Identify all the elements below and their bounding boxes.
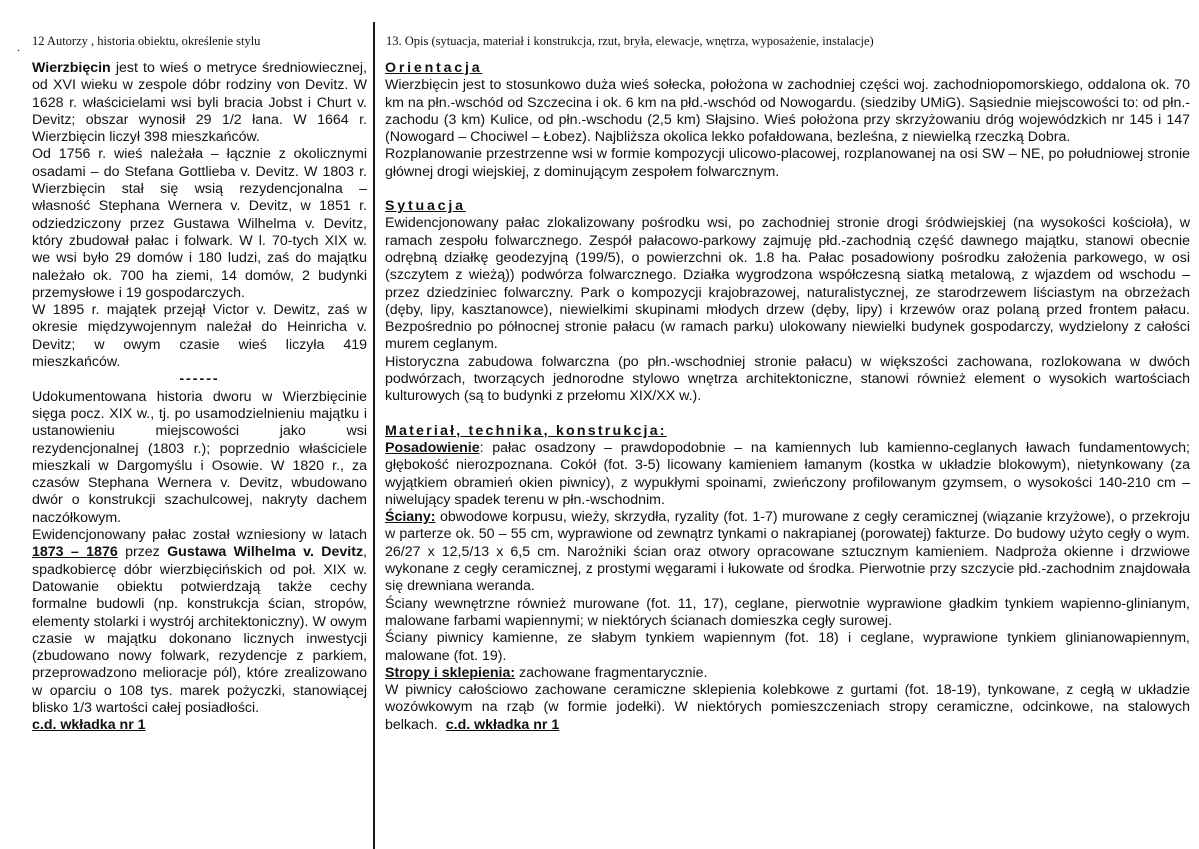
p5-text-a: Ewidencjonowany pałac został wzniesiony w latach [32, 527, 367, 544]
continued-note-left: c.d. wkładka nr 1 [32, 717, 146, 734]
sciany-label: Ściany: [385, 509, 436, 526]
left-column [32, 60, 367, 735]
section-title-sytuacja: Sytuacja [385, 198, 466, 215]
construction-years: 1873 – 1876 [32, 544, 118, 561]
stropy-paragraph-2 [385, 682, 1190, 734]
sciany-text: obwodowe korpusu, wieży, skrzydła, ryzality (fot. 1-7) murowane z cegły ceramicznej (wiązanie krzyżowe), o przekroju w parterze ok. 50 – 55 cm, wyprawione od zewnątrz tynkami o nakrapianej (porowatej) fakturze. Do budowy użyto cegły o wym. 26/27 x 12,5/13 x 6,5 cm. Narożniki ścian oraz otwory opracowane sztucznym kamieniem. Nadproża okienne i drzwiowe wykonane z cegły ceramicznej, z prostymi węgarami i łukowate od środka. Pierwotnie przy szczycie płd.-zachodnim znajdowała się drewniana weranda. [385, 509, 1190, 595]
builder-name: Gustawa Wilhelma v. Devitz [167, 544, 364, 561]
stropy-label: Stropy i sklepienia: [385, 664, 516, 681]
right-column-header: 13. Opis (sytuacja, materiał i konstrukcja, rzut, bryła, elewacje, wnętrza, wyposażenie, instalacje) [386, 34, 874, 48]
p5-text-c: , spadkobiercę dóbr wierzbięcińskich od poł. XIX w. Datowanie obiektu potwierdzają także cechy formalne budowli (np. konstrukcja ścian, stropów, elementy stolarki i wystrój architektoniczny). W owym czasie w majątku dokonano licznych inwestycji (zbudowano nowy folwark, rezydencje z parkiem, przeprowadzono melioracje pól), które zrealizowano w oparciu o 108 tys. marek pożyczki, stanowiącej blisko 1/3 wartości całej posiadłości. [32, 544, 367, 716]
right-column [385, 60, 1190, 734]
sciany-paragraph-2: Ściany wewnętrzne również murowane (fot. 11, 17), ceglane, pierwotnie wyprawione gładkim tynkiem wapienno-glinianym, malowane farbami wapiennymi; w niektórych ścianach domieszka cegły surowej. [385, 595, 1190, 629]
sytuacja-paragraph-2: Historyczna zabudowa folwarczna (po płn.-wschodniej stronie pałacu) w większości zachowana, rozlokowana w dwóch podwórzach, tworzących jednorodne stylowo wnętrza architektoniczne, stanowi również element o wysokich wartościach kulturowych (są to budynki z przełomu XIX/XX w.). [385, 353, 1190, 405]
history-paragraph-4: Udokumentowana historia dworu w Wierzbięcinie sięga pocz. XIX w., tj. po usamodzielnieniu majątku i ustanowieniu miejscowości jako wsi rezydencjonalnej (1803 r.); poprzednio właściciele mieszkali w Dargomyślu i Osowie. W 1820 r., za czasów Stephana Wernera v. Devitz, wbudowano dwór o konstrukcji szachulcowej, nakryty dachem naczółkowym. [32, 388, 367, 526]
section-title-material: Materiał, technika, konstrukcja: [385, 422, 667, 439]
separator: ------ [179, 371, 220, 388]
continued-note-right: c.d. wkładka nr 1 [445, 716, 560, 733]
posadowienie-label: Posadowienie [385, 439, 480, 456]
orientacja-paragraph-1: Wierzbięcin jest to stosunkowo duża wieś sołecka, położona w zachodniej części woj. zachodniopomorskiego, oddalona ok. 70 km na płn.-wschód od Szczecina i ok. 6 km na płd.-wschód od Nowogardu. (siedziby UMiG). Sąsiednie miejscowości to: od płn.-zachodu (3 km) Kulice, od płn.-wschodu (2,5 km) Słajsino. Wieś położona przy skrzyżowaniu dróg wojewódzkich nr 145 i 147 (Nowogard – Chociwel – Łobez). Najbliższa okolica lekko pofałdowana, bezleśna, z niewielką rzeczką Dobra. [385, 77, 1190, 146]
stropy-paragraph-2-text: W piwnicy całościowo zachowane ceramiczne sklepienia kolebkowe z gurtami (fot. 18-19), tynkowane, z cegłą w układzie wozówkowym na rząb (w formie jodełki). W niektórych pomieszczeniach stropy ceramiczne, odcinkowe, na stalowych belkach. [385, 682, 1190, 733]
sciany-paragraph-3: Ściany piwnicy kamienne, ze słabym tynkiem wapiennym (fot. 18) i ceglane, wyprawione tynkiem glinianowapiennym, malowane (fot. 19). [385, 630, 1190, 664]
village-name: Wierzbięcin [32, 60, 111, 76]
column-divider [373, 22, 375, 849]
history-paragraph-1 [32, 60, 367, 146]
stropy-paragraph [385, 665, 1190, 682]
history-paragraph-5 [32, 527, 367, 717]
margin-dot: . [17, 40, 20, 54]
history-paragraph-2: Od 1756 r. wieś należała – łącznie z okolicznymi osadami – do Stefana Gottlieba v. Devitz. W 1803 r. Wierzbięcin stał się wsią rezydencjonalna – własność Stephana Wernera v. Devitz, w 1851 r. odziedziczony przez Gustawa Wilhelma v. Devitz, który zbudował pałac i folwark. W l. 70-tych XIX w. we wsi było 29 domów i 180 ludzi, zaś do majątku należało ok. 700 ha ziemi, 14 domów, 2 budynki przemysłowe i 19 gospodarczych. [32, 146, 367, 301]
orientacja-paragraph-2: Rozplanowanie przestrzenne wsi w formie kompozycji ulicowo-placowej, rozplanowanej na osi SW – NE, po południowej stronie głównej drogi wiejskiej, z dominującym zespołem folwarcznym. [385, 146, 1190, 180]
left-column-header: 12 Autorzy , historia obiektu, określenie stylu [32, 34, 261, 48]
section-title-orientacja: Orientacja [385, 60, 483, 76]
posadowienie-paragraph [385, 440, 1190, 509]
history-paragraph-1-text: jest to wieś o metryce średniowiecznej, od XVI wieku w zespole dóbr rodziny von Devitz. W 1628 r. właścicielami wsi byli bracia Jobst i Churt v. Devitz; obszar wynosił 29 1/2 łana. W 1664 r. Wierzbięcin liczył 398 mieszkańców. [32, 60, 367, 146]
history-paragraph-3: W 1895 r. majątek przejął Victor v. Dewitz, zaś w okresie międzywojennym należał do Heinricha v. Devitz; w owym czasie wieś liczyła 419 mieszkańców. [32, 302, 367, 371]
posadowienie-text: : pałac osadzony – prawdopodobnie – na kamiennych lub kamienno-ceglanych ławach fundamentowych; głębokość nierozpoznana. Cokół (fot. 3-5) licowany kamieniem łamanym (kostka w układzie blokowym), nietynkowany (za wyjątkiem obramień okien piwnicy), z wypukłymi spoinami, zwieńczony profilowanym gzymsem, o wysokości 140-210 cm – niwelujący spadek terenu w płn.-wschodnim. [385, 439, 1190, 508]
sytuacja-paragraph-1: Ewidencjonowany pałac zlokalizowany pośrodku wsi, po zachodniej stronie drogi śródwiejskiej (na wysokości kościoła), w ramach zespołu folwarcznego. Zespół pałacowo-parkowy zajmuję płd.-zachodnią część dawnego majątku, stanowi obecnie odrębną działkę geodezyjną (199/5), o powierzchni ok. 1.8 ha. Pałac posadowiony pośrodku założenia parkowego, w osi (szczytem z wieżą)) podwórza folwarcznego. Działka wygrodzona współczesną siatką metalową, z wjazdem od wschodu – przez dziedziniec folwarczny. Park o kompozycji krajobrazowej, naturalistycznej, ze starodrzewem liściastym na obrzeżach (dęby, lipy, kasztanowce), niewielkimi skupinami młodych drzew (dęby, lipy) i krzewów oraz polaną przed frontem pałacu. Bezpośrednio po północnej stronie pałacu (w ramach parku) ulokowany niewielki budynek gospodarczy, wydzielony z całości murem ceglanym. [385, 215, 1190, 353]
stropy-text: zachowane fragmentarycznie. [515, 664, 708, 681]
sciany-paragraph [385, 509, 1190, 595]
p5-text-b: przez [117, 544, 168, 561]
